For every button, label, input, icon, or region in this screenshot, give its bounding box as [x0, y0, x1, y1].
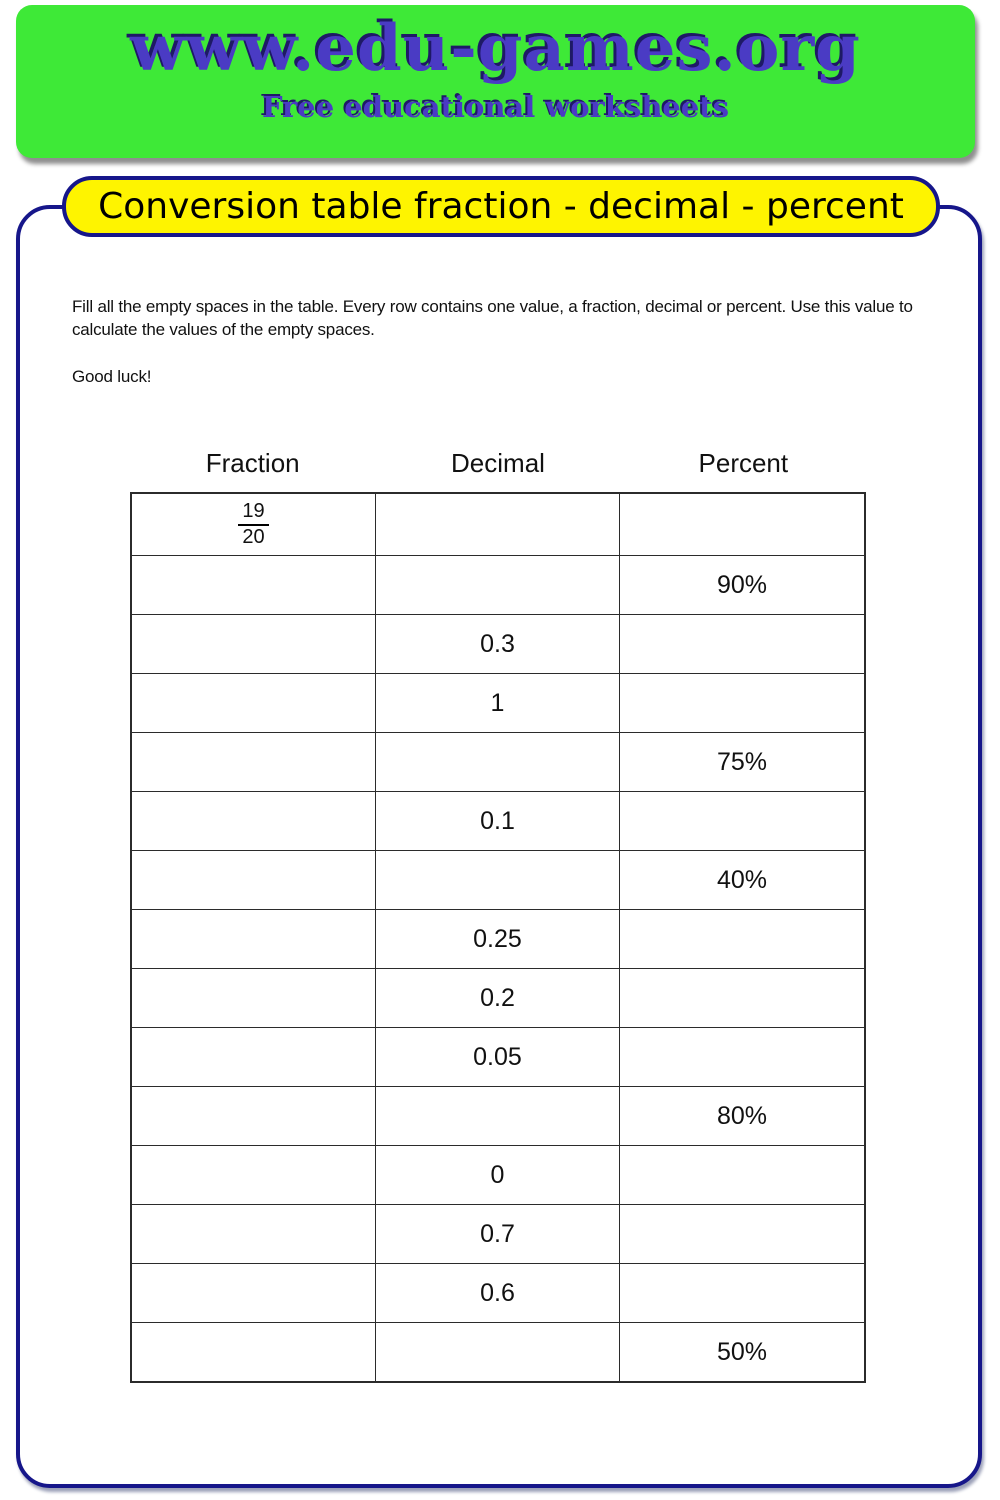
decimal-cell: [376, 614, 620, 673]
decimal-value: 0: [490, 1160, 505, 1189]
decimal-cell: [376, 673, 620, 732]
decimal-cell: [376, 968, 620, 1027]
fraction-cell: [132, 1145, 376, 1204]
percent-value: 75%: [716, 747, 768, 776]
site-tagline: Free educational worksheets: [261, 90, 730, 124]
fraction-cell: [132, 732, 376, 791]
decimal-value: 0.7: [480, 1219, 515, 1248]
percent-cell: [620, 555, 864, 614]
column-header-decimal: Decimal: [451, 448, 545, 478]
column-header-percent: Percent: [698, 448, 789, 478]
fraction-value: [238, 500, 268, 549]
percent-cell: [620, 1204, 864, 1263]
fraction-cell: [132, 850, 376, 909]
decimal-cell: [376, 1027, 620, 1086]
site-title: www.edu-games.org: [130, 11, 861, 86]
fraction-cell: [132, 968, 376, 1027]
good-luck-text: Good luck!: [72, 367, 152, 386]
percent-cell: [620, 1263, 864, 1322]
fraction-cell: [132, 1263, 376, 1322]
percent-cell: [620, 614, 864, 673]
decimal-cell: [376, 732, 620, 791]
fraction-cell: [132, 909, 376, 968]
percent-value: 80%: [716, 1101, 768, 1130]
percent-cell: [620, 732, 864, 791]
decimal-cell: [376, 1322, 620, 1381]
fraction-cell: [132, 614, 376, 673]
fraction-cell: [132, 673, 376, 732]
column-header-fraction: Fraction: [205, 448, 300, 478]
decimal-value: 0.6: [480, 1278, 515, 1307]
site-banner: [16, 5, 975, 158]
decimal-cell: [376, 850, 620, 909]
conversion-table: [130, 448, 866, 1383]
fraction-cell: [132, 791, 376, 850]
fraction-cell: [132, 494, 376, 555]
fraction-cell: [132, 1027, 376, 1086]
decimal-value: 0.1: [480, 806, 515, 835]
fraction-cell: [132, 555, 376, 614]
fraction-cell: [132, 1322, 376, 1381]
percent-cell: [620, 1086, 864, 1145]
decimal-cell: [376, 555, 620, 614]
percent-cell: [620, 968, 864, 1027]
percent-value: 90%: [716, 570, 768, 599]
fraction-denominator: 20: [238, 524, 268, 549]
percent-cell: [620, 1145, 864, 1204]
decimal-value: 0.25: [473, 924, 522, 953]
percent-cell: [620, 673, 864, 732]
table-grid: [130, 492, 866, 1383]
percent-cell: [620, 1322, 864, 1381]
percent-value: 40%: [716, 865, 768, 894]
percent-cell: [620, 494, 864, 555]
decimal-value: 0.05: [473, 1042, 522, 1071]
decimal-cell: [376, 909, 620, 968]
decimal-cell: [376, 1204, 620, 1263]
percent-cell: [620, 791, 864, 850]
percent-cell: [620, 1027, 864, 1086]
decimal-cell: [376, 1145, 620, 1204]
decimal-value: 0.3: [480, 629, 515, 658]
percent-cell: [620, 909, 864, 968]
percent-value: 50%: [716, 1337, 768, 1366]
worksheet-title-pill: [62, 176, 940, 237]
decimal-cell: [376, 1086, 620, 1145]
fraction-cell: [132, 1086, 376, 1145]
fraction-numerator: 19: [242, 500, 265, 522]
table-header-row: [130, 448, 866, 479]
instructions-text: Fill all the empty spaces in the table. Every row contains one value, a fraction, decimal or percent. Use this value to calculate the values of the empty spaces.: [72, 297, 913, 339]
percent-cell: [620, 850, 864, 909]
decimal-cell: [376, 791, 620, 850]
decimal-cell: [376, 494, 620, 555]
fraction-cell: [132, 1204, 376, 1263]
decimal-cell: [376, 1263, 620, 1322]
decimal-value: 1: [490, 688, 505, 717]
worksheet-title: Conversion table fraction - decimal - percent: [98, 186, 904, 227]
decimal-value: 0.2: [480, 983, 515, 1012]
